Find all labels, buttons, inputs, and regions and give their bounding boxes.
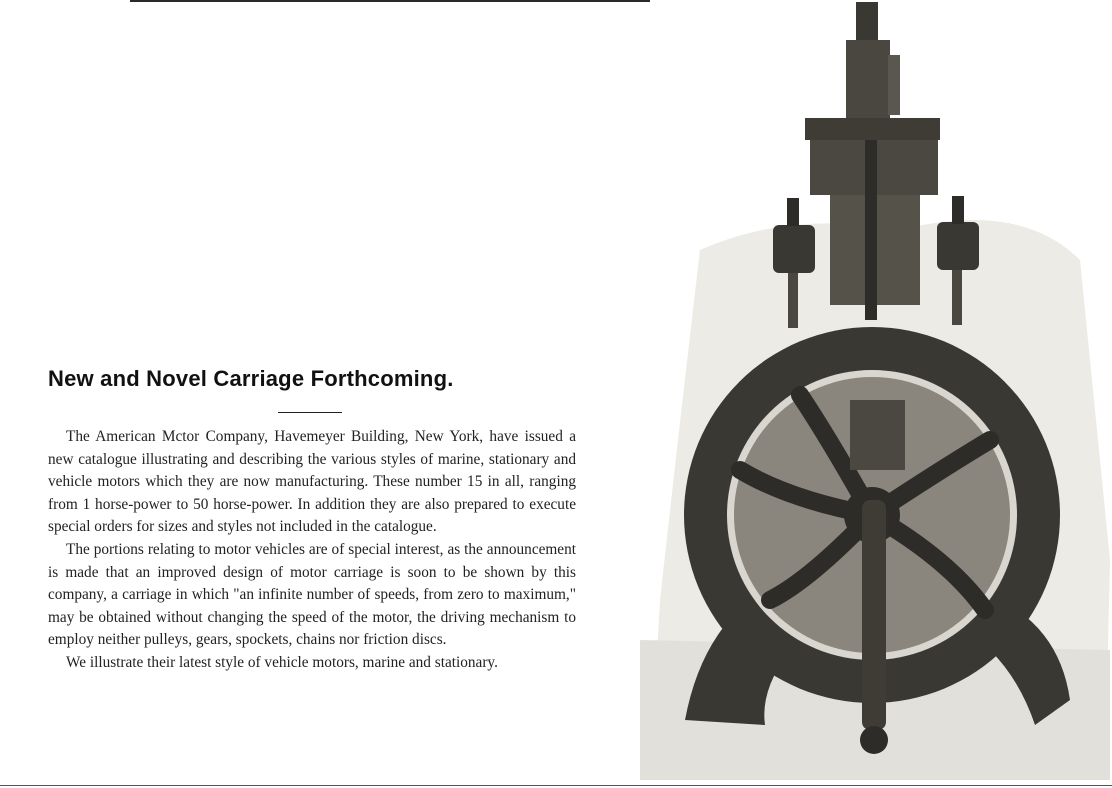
engine-illustration — [640, 0, 1110, 785]
top-rule — [130, 0, 650, 2]
article-body — [48, 426, 576, 675]
headline-divider — [278, 412, 342, 413]
article-paragraph-1: The American Mctor Company, Havemeyer Building, New York, have issued a new catalogue illustrating and describing the various styles of marine, stationary and vehicle motors which they are now manufacturing. These number 15 in all, ranging from 1 horse-power to 50 horse-power. In addition they are also prepared to execute special orders for sizes and styles not included in the catalogue. — [48, 428, 576, 536]
article-paragraph-3: We illustrate their latest style of vehicle motors, marine and stationary. — [66, 653, 498, 671]
engine-drawing — [640, 0, 1110, 785]
bottom-rule — [0, 785, 1112, 786]
article-paragraph-2: The portions relating to motor vehicles are of special interest, as the announcement is made that an improved design of motor carriage is soon to be shown by this company, a carriage in which "an infinite number of speeds, from zero to maximum," may be obtained without changing the speed of the motor, the driving mechanism to employ neither pulleys, gears, spockets, chains nor friction discs. — [48, 540, 576, 649]
article-headline: New and Novel Carriage Forthcoming. — [48, 366, 454, 391]
